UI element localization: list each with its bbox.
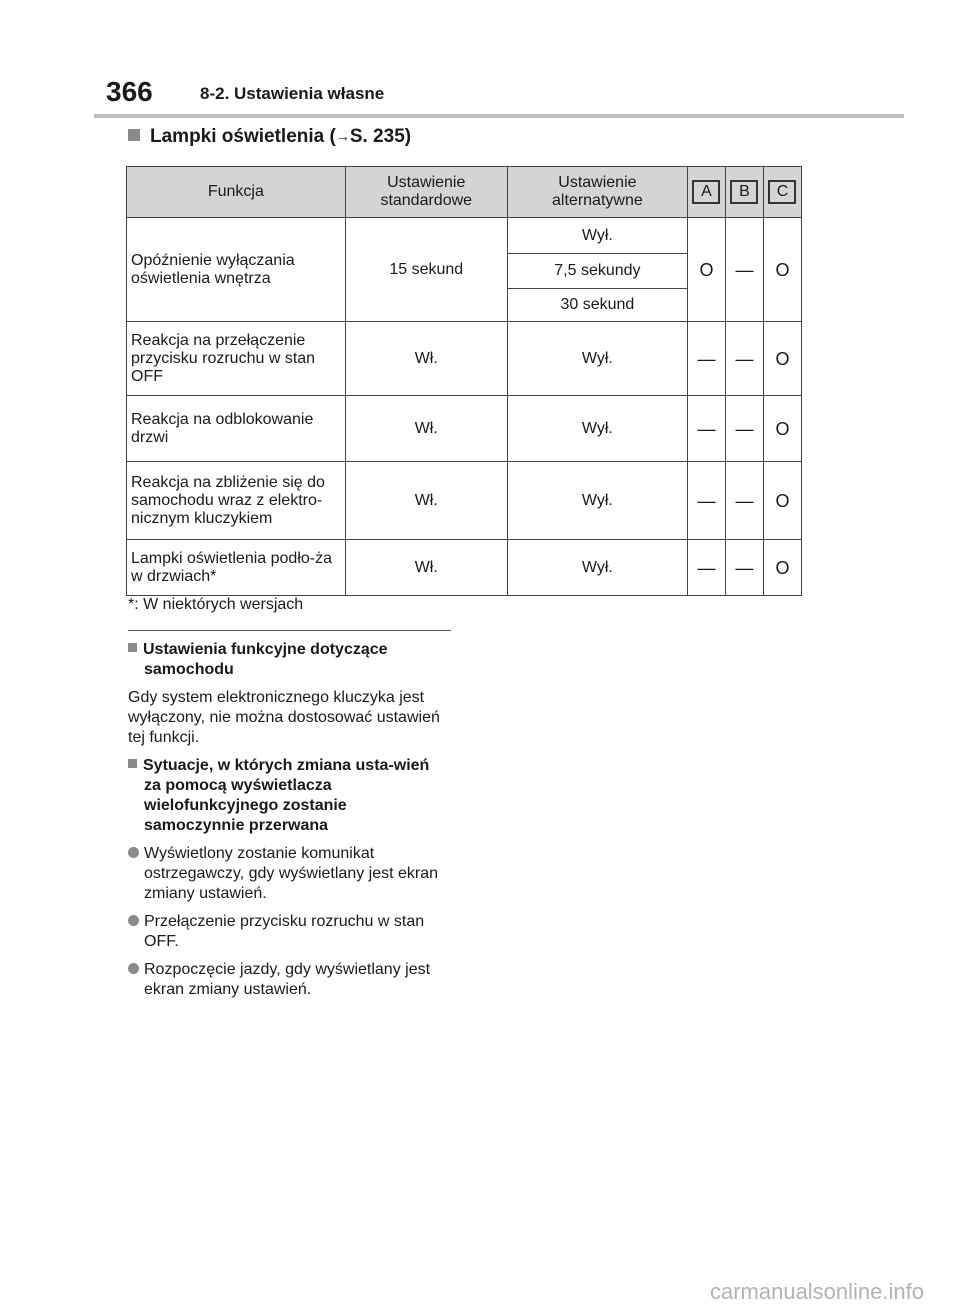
b-cell: — bbox=[725, 462, 763, 540]
round-bullet-icon bbox=[128, 915, 139, 926]
square-bullet-icon bbox=[128, 643, 137, 652]
alternative-cell: Wył. bbox=[507, 462, 687, 540]
alternative-cell: Wył. bbox=[507, 322, 687, 396]
col-header-c bbox=[763, 167, 801, 218]
standard-cell: Wł. bbox=[345, 322, 507, 396]
c-cell: O bbox=[763, 322, 801, 396]
standard-cell: Wł. bbox=[345, 462, 507, 540]
table-row bbox=[127, 396, 802, 462]
a-cell: — bbox=[687, 322, 725, 396]
lamps-settings-table bbox=[126, 166, 802, 596]
arrow-icon: → bbox=[335, 128, 350, 144]
c-cell: O bbox=[763, 396, 801, 462]
table-row bbox=[127, 218, 802, 254]
watermark: carmanualsonline.info bbox=[709, 1279, 924, 1304]
lamps-heading bbox=[128, 126, 411, 148]
col-header-b bbox=[725, 167, 763, 218]
header-divider bbox=[94, 114, 904, 118]
c-cell: O bbox=[763, 462, 801, 540]
round-bullet-icon bbox=[128, 963, 139, 974]
col-header-a bbox=[687, 167, 725, 218]
note-heading bbox=[128, 640, 448, 680]
note-heading-text: Ustawienia funkcyjne dotyczące samochodu bbox=[143, 641, 388, 678]
notes-divider bbox=[128, 630, 451, 631]
list-item bbox=[128, 960, 448, 1000]
alternative-cell: 7,5 sekundy bbox=[507, 254, 687, 289]
note-heading bbox=[128, 756, 448, 836]
alternative-cell: Wył. bbox=[507, 540, 687, 596]
table-row bbox=[127, 462, 802, 540]
b-cell: — bbox=[725, 396, 763, 462]
b-cell: — bbox=[725, 540, 763, 596]
square-bullet-icon bbox=[128, 129, 140, 141]
list-item-text: Rozpoczęcie jazdy, gdy wyświetlany jest ekran zmiany ustawień. bbox=[144, 961, 431, 998]
alternative-cell: Wył. bbox=[507, 218, 687, 254]
function-cell: Lampki oświetlenia podło-ża w drzwiach* bbox=[127, 540, 346, 596]
a-cell: — bbox=[687, 540, 725, 596]
alternative-cell: Wył. bbox=[507, 396, 687, 462]
c-box-icon: C bbox=[768, 180, 796, 204]
section-title: 8-2. Ustawienia własne bbox=[200, 84, 385, 103]
heading-page-ref[interactable]: S. 235) bbox=[349, 126, 412, 147]
standard-cell: Wł. bbox=[345, 540, 507, 596]
heading-text: Lampki oświetlenia ( bbox=[150, 126, 336, 147]
c-cell: O bbox=[763, 218, 801, 322]
list-item-text: Wyświetlony zostanie komunikat ostrzegawczy, gdy wyświetlany jest ekran zmiany ustawień. bbox=[144, 845, 439, 902]
b-cell: — bbox=[725, 218, 763, 322]
standard-cell: 15 sekund bbox=[345, 218, 507, 322]
note-paragraph: Gdy system elektronicznego kluczyka jest wyłączony, nie można dostosować ustawień tej funkcji. bbox=[128, 689, 440, 746]
list-item bbox=[128, 912, 448, 952]
col-header-alternative: Ustawienie alternatywne bbox=[507, 167, 687, 218]
a-box-icon: A bbox=[692, 180, 720, 204]
page-number: 366 bbox=[106, 76, 153, 107]
c-cell: O bbox=[763, 540, 801, 596]
standard-cell: Wł. bbox=[345, 396, 507, 462]
round-bullet-icon bbox=[128, 847, 139, 858]
alternative-cell: 30 sekund bbox=[507, 289, 687, 322]
a-cell: O bbox=[687, 218, 725, 322]
notes-column bbox=[128, 640, 448, 1008]
function-cell: Reakcja na odblokowanie drzwi bbox=[127, 396, 346, 462]
col-header-function: Funkcja bbox=[127, 167, 346, 218]
note-heading-text: Sytuacje, w których zmiana usta-wień za pomocą wyświetlacza wielofunkcyjnego zostanie samoczynnie przerwana bbox=[143, 757, 430, 834]
b-box-icon: B bbox=[730, 180, 758, 204]
col-header-standard: Ustawienie standardowe bbox=[345, 167, 507, 218]
square-bullet-icon bbox=[128, 759, 137, 768]
a-cell: — bbox=[687, 396, 725, 462]
b-cell: — bbox=[725, 322, 763, 396]
table-footnote: *: W niektórych wersjach bbox=[128, 596, 304, 613]
function-cell: Opóźnienie wyłączania oświetlenia wnętrza bbox=[127, 218, 346, 322]
table-header-row bbox=[127, 167, 802, 218]
table-row bbox=[127, 540, 802, 596]
table-row bbox=[127, 322, 802, 396]
list-item-text: Przełączenie przycisku rozruchu w stan OFF. bbox=[144, 913, 425, 950]
a-cell: — bbox=[687, 462, 725, 540]
function-cell: Reakcja na zbliżenie się do samochodu wraz z elektro-nicznym kluczykiem bbox=[127, 462, 346, 540]
list-item bbox=[128, 844, 448, 904]
function-cell: Reakcja na przełączenie przycisku rozruchu w stan OFF bbox=[127, 322, 346, 396]
